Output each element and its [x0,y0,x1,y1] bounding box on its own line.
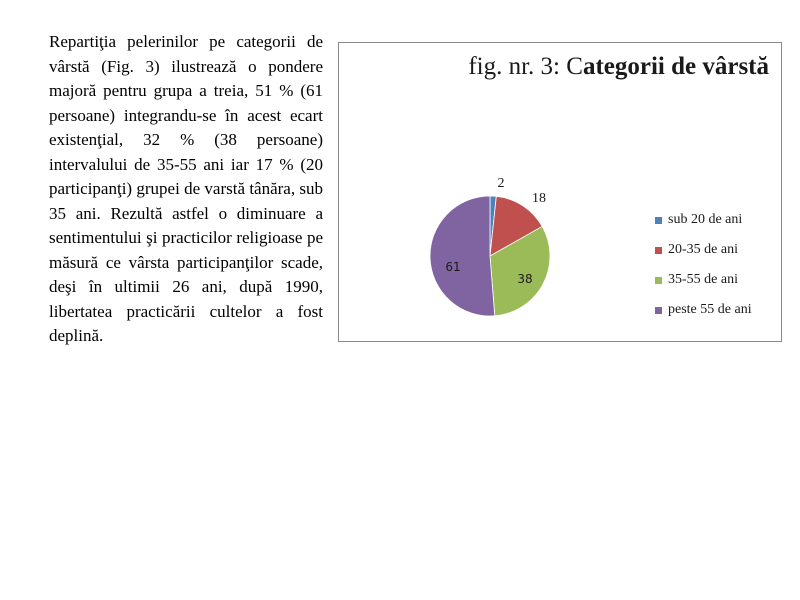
description-paragraph: Repartiţia pelerinilor pe categorii de vârstă (Fig. 3) ilustrează o pondere majoră pentru grupa a treia, 51 % (61 persoane) integrandu-se în acest ecart existenţial, 32 % (38 persoane) intervalului de 35-55 ani iar 17 % (20 participanţi) grupei de varstă tânăra, sub 35 ani. Rezultă astfel o diminuare a sentimentului şi practicilor religioase pe măsură ce vârsta participanţilor scade, deşi în ultimii 26 ani, după 1990, libertatea practicării cultelor a fost deplină. [49,32,323,345]
pie-data-label-2: 18 [532,191,546,206]
legend-label: peste 55 de ani [668,302,752,317]
legend-label: 35-55 de ani [668,272,738,287]
chart-legend [655,205,752,325]
pie-data-label-3: 38 [517,272,533,286]
pie-data-label-1: 2 [497,176,505,191]
legend-item-4 [655,295,752,325]
legend-swatch [655,277,662,284]
legend-item-1 [655,205,752,235]
chart-title-bold: ategorii de vârstă [582,53,769,80]
legend-item-3 [655,265,752,295]
pie-slice-4 [430,196,495,316]
legend-label: sub 20 de ani [668,212,743,227]
legend-swatch [655,247,662,254]
chart-title-prefix: fig. nr. 3: C [468,53,583,80]
pie-chart-frame [338,42,782,342]
legend-label: 20-35 de ani [668,242,738,257]
legend-swatch [655,307,662,314]
pie-data-label-4: 61 [445,260,461,274]
legend-swatch [655,217,662,224]
legend-item-2 [655,235,752,265]
